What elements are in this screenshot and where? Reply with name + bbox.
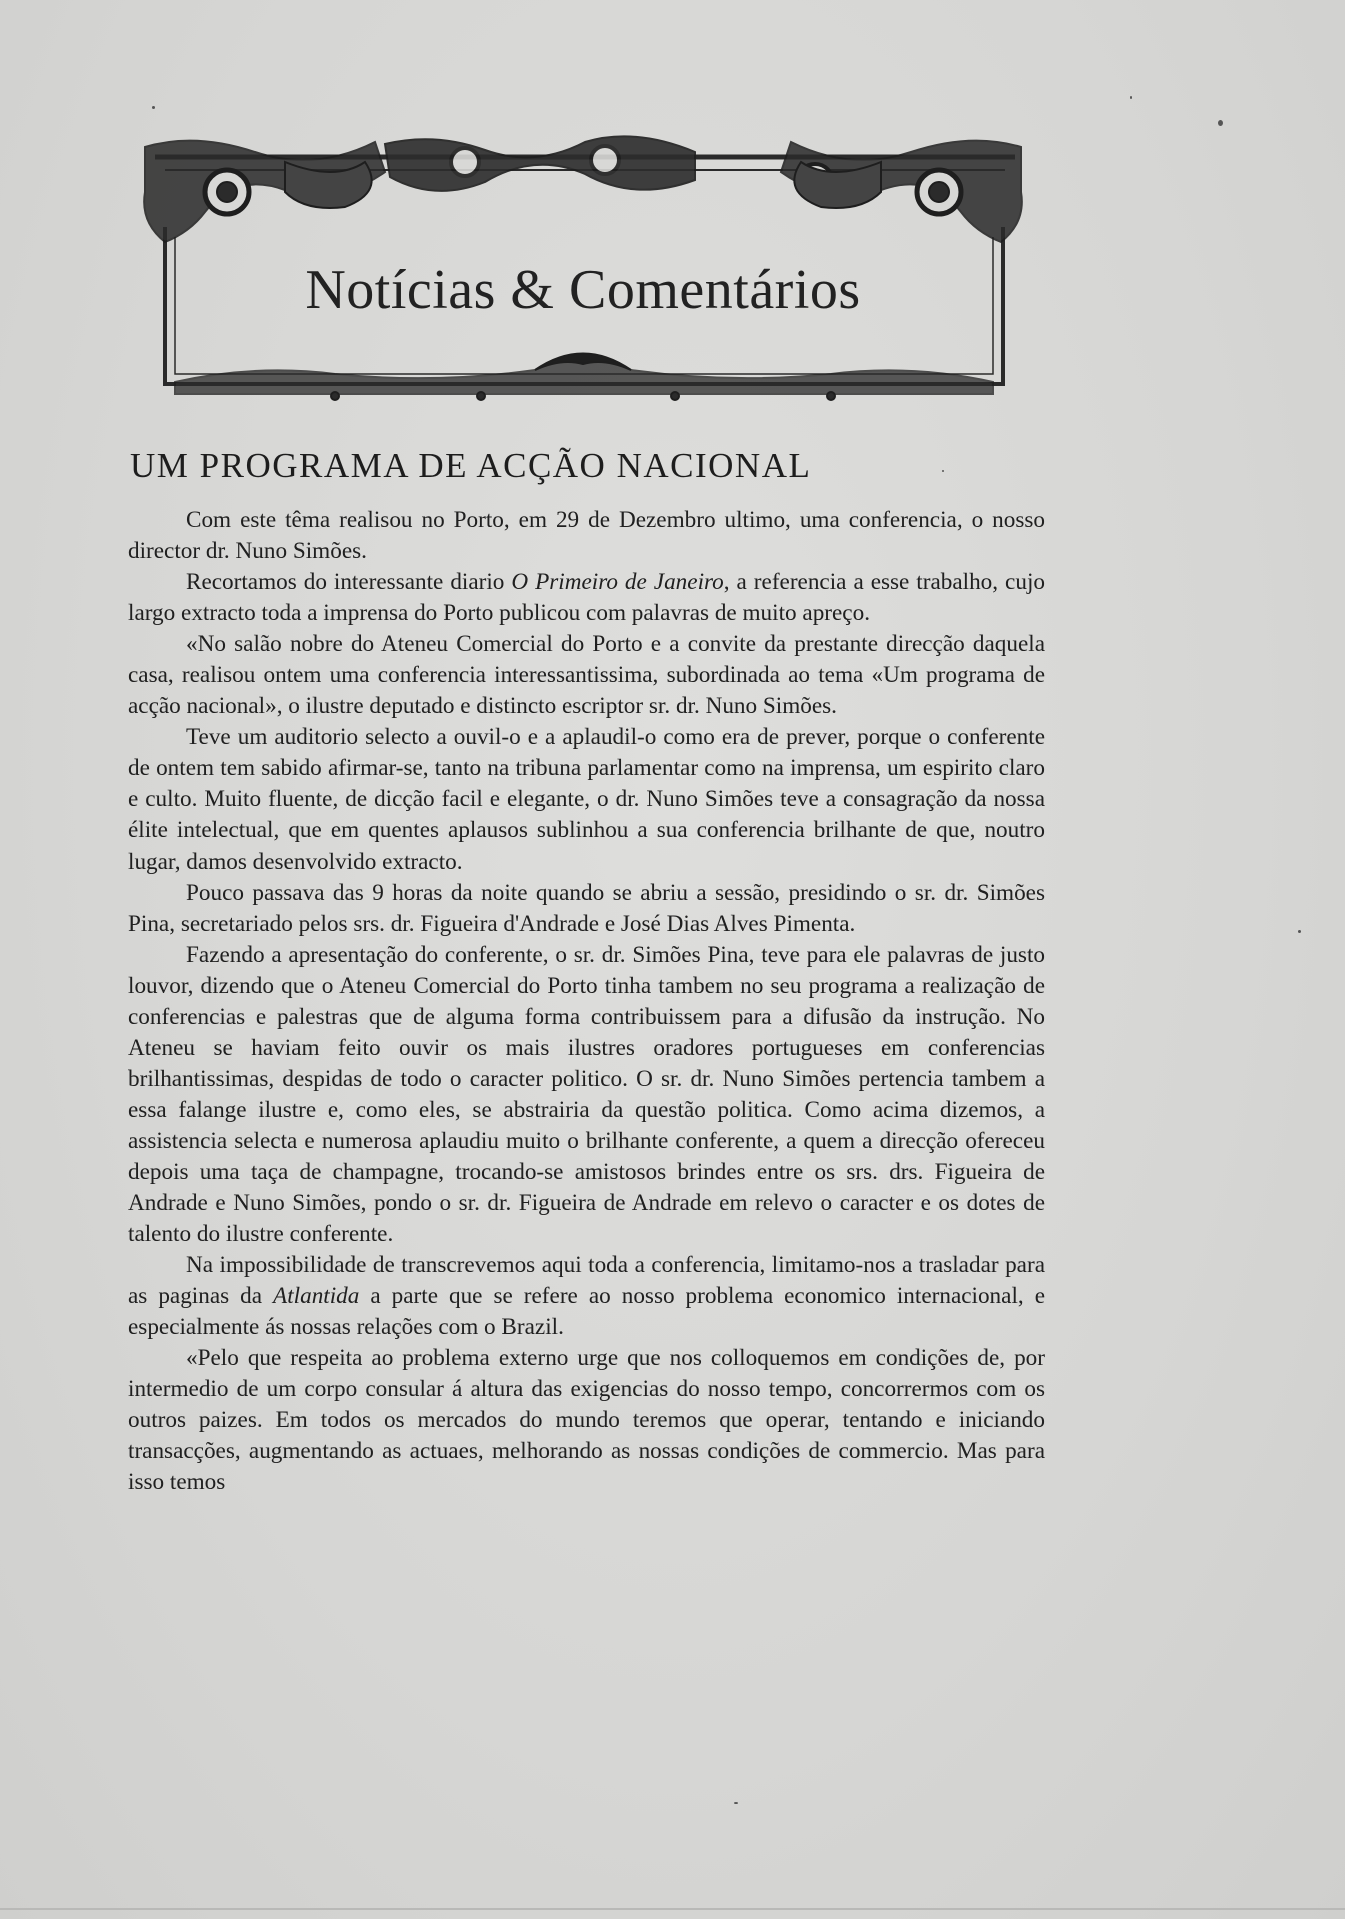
speck <box>1298 930 1301 933</box>
masthead <box>135 132 1031 410</box>
paragraph: «No salão nobre do Ateneu Comercial do Porto e a convite da prestante direcção daquela casa, realisou ontem uma conferencia interessantissima, subordinada ao tema «Um programa de acção nacional», o ilustre deputado e distincto escriptor sr. dr. Nuno Simões. <box>128 631 1045 720</box>
paragraph-text: a parte que se refere ao nosso problema economico internacional, e especialmente ás nossas relações com o Brazil. <box>128 1283 1045 1341</box>
article-body <box>128 505 1045 1499</box>
speck <box>1218 120 1223 126</box>
newspaper-title: O Primeiro de Janeiro <box>511 569 724 596</box>
paragraph <box>128 1250 1045 1343</box>
magazine-title: Atlantida <box>273 1283 360 1310</box>
paragraph-text: Recortamos do interessante diario <box>186 569 512 596</box>
speck <box>1130 96 1132 99</box>
paragraph: «Pelo que respeita ao problema externo urge que nos colloquemos em condições de, por intermedio de um corpo consular á altura das exigencias do nosso tempo, concorrermos com os outros paizes. Em todos os mercados do mundo teremos que operar, tentando e iniciando transacções, augmentando as actuaes, melhorando as nossas condições de commercio. Mas para isso temos <box>128 1345 1045 1496</box>
paragraph: Pouco passava das 9 horas da noite quando se abriu a sessão, presidindo o sr. dr. Simões Pina, secretariado pelos srs. dr. Figueira d'Andrade e José Dias Alves Pimenta. <box>128 879 1045 937</box>
masthead-title: Notícias & Comentários <box>305 259 861 321</box>
paragraph: Teve um auditorio selecto a ouvil-o e a aplaudil-o como era de prever, porque o conferente de ontem tem sabido afirmar-se, tanto na tribuna parlamentar como na imprensa, um espirito claro e culto. Muito fluente, de dicção facil e elegante, o dr. Nuno Simões teve a consagração da nossa élite intelectual, que em quentes aplausos sublinhou a sua conferencia brilhante de que, noutro lugar, damos desenvolvido extracto. <box>128 724 1045 875</box>
article-heading: UM PROGRAMA DE ACÇÃO NACIONAL <box>130 446 812 485</box>
paragraph-text: , a referencia a esse trabalho, cujo largo extracto toda a imprensa do Porto publicou com palavras de muito apreço. <box>128 569 1045 627</box>
page-edge <box>0 1908 1345 1910</box>
paragraph: Fazendo a apresentação do conferente, o sr. dr. Simões Pina, teve para ele palavras de justo louvor, dizendo que o Ateneu Comercial do Porto tinha tambem no seu programa a realização de conferencias e palestras que de alguma forma contribuissem para a difusão da instrução. No Ateneu se haviam feito ouvir os mais ilustres oradores portugueses em conferencias brilhantissimas, despidas de todo o caracter politico. O sr. dr. Nuno Simões pertencia tambem a essa falange ilustre e, como eles, se abstrairia da questão politica. Como acima dizemos, a assistencia selecta e numerosa aplaudiu muito o brilhante conferente, a quem a direcção ofereceu depois uma taça de champagne, trocando-se amistosos brindes entre os srs. drs. Figueira de Andrade e Nuno Simões, pondo o sr. dr. Figueira de Andrade em relevo o caracter e os dotes de talento do ilustre conferente. <box>128 941 1045 1248</box>
paragraph <box>128 567 1045 629</box>
speck <box>734 1802 738 1804</box>
speck <box>152 106 155 109</box>
paragraph: Com este têma realisou no Porto, em 29 de Dezembro ultimo, uma conferencia, o nosso director dr. Nuno Simões. <box>128 507 1045 565</box>
paragraph-text: Na impossibilidade de transcrevemos aqui toda a conferencia, limitamo-nos a trasladar para as paginas da <box>128 1252 1045 1310</box>
